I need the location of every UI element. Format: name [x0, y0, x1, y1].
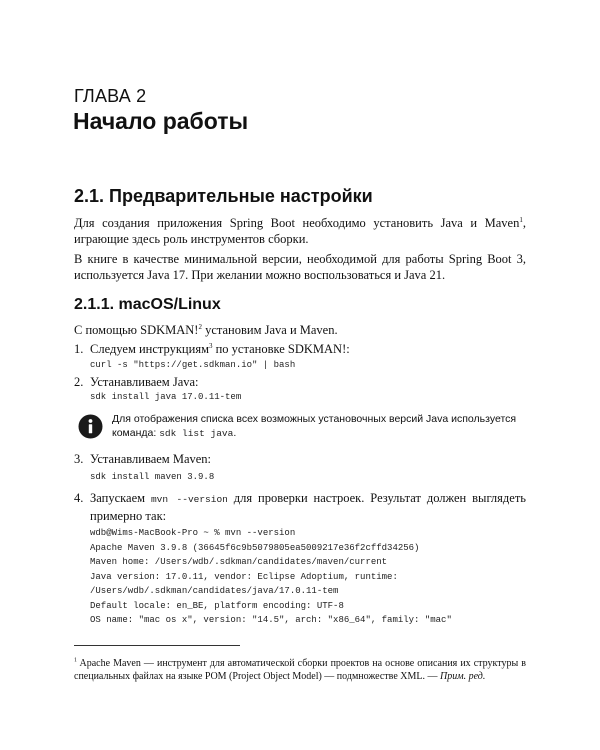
code-install-maven[interactable]: sdk install maven 3.9.8 [90, 472, 215, 482]
subsection-intro [74, 322, 526, 338]
output-line[interactable]: OS name: "mac os x", version: "14.5", arch: "x86_64", family: "mac" [90, 615, 452, 625]
output-line[interactable]: /Users/wdb/.sdkman/candidates/java/17.0.11-tem [90, 586, 339, 596]
note-command[interactable]: sdk list java [159, 428, 234, 439]
step-number: 1. [74, 342, 84, 356]
subsection-intro-text: С помощью SDKMAN! [74, 323, 199, 337]
output-line[interactable]: Java version: 17.0.11, vendor: Eclipse Adoptium, runtime: [90, 571, 398, 582]
step-text: Устанавливаем Maven: [90, 452, 212, 466]
step-text: Устанавливаем Java: [90, 375, 199, 389]
footnote [74, 657, 526, 683]
info-icon [78, 414, 103, 439]
step-text [90, 341, 526, 357]
footnote-divider [74, 645, 240, 646]
output-line[interactable]: Default locale: en_BE, platform encoding: UTF-8 [90, 600, 344, 611]
output-line[interactable]: Maven home: /Users/wdb/.sdkman/candidates/maven/current [90, 557, 388, 567]
step-4-text-after: для проверки настроек. Результат должен выглядеть примерно так: [90, 491, 526, 523]
output-line[interactable]: Apache Maven 3.9.8 (36645f6c9b5079805ea5009217e36f2cffd34256) [90, 542, 420, 553]
step-text [90, 490, 526, 524]
step-number: 4. [74, 491, 84, 505]
chapter-label: ГЛАВА 2 [74, 86, 147, 106]
note-body: Для отображения списка всех возможных установочных версий Java используется команда: [112, 413, 517, 439]
footnote-ref-2[interactable]: 2 [198, 322, 202, 331]
inline-command[interactable]: mvn --version [150, 494, 228, 505]
footnote-mark: 1 [74, 657, 77, 664]
step-number: 3. [74, 452, 84, 466]
subsection-heading: 2.1.1. macOS/Linux [74, 296, 221, 313]
footnote-ref-3[interactable]: 3 [208, 341, 213, 350]
footnote-text: Apache Maven — инструмент для автоматической сборки проектов на основе описания их структуры в специальных файлах на языке POM (Project Object Model) — подмножестве XML. — [74, 658, 526, 682]
paragraph-intro [74, 215, 526, 247]
paragraph-intro-tail: , играющие здесь роль инструментов сборки. [74, 216, 526, 246]
step-1-tail: по установке SDKMAN!: [212, 342, 350, 356]
footnote-ref-1[interactable]: 1 [519, 215, 523, 224]
code-install-sdkman[interactable]: curl -s "https://get.sdkman.io" | bash [90, 360, 296, 370]
paragraph-intro-text: Для создания приложения Spring Boot необходимо установить Java и Maven [74, 216, 520, 230]
footnote-editor-note: Прим. ред. [440, 671, 486, 682]
paragraph-versions: В книге в качестве минимальной версии, необходимой для работы Spring Boot 3, используется Java 17. При желании можно воспользоваться и Java 21. [74, 252, 526, 282]
code-install-java[interactable]: sdk install java 17.0.11-tem [90, 392, 242, 402]
chapter-title: Начало работы [73, 108, 249, 134]
step-1-text: Следуем инструкциям [90, 342, 209, 356]
step-number: 2. [74, 375, 84, 389]
section-heading: 2.1. Предварительные настройки [74, 186, 373, 206]
subsection-intro-tail: установим Java и Maven. [201, 323, 338, 337]
output-line[interactable]: wdb@Wims-MacBook-Pro ~ % mvn --version [90, 528, 296, 538]
step-4-text-before: Запускаем [90, 491, 151, 505]
note-tail: . [233, 427, 237, 439]
note-text [112, 412, 526, 441]
